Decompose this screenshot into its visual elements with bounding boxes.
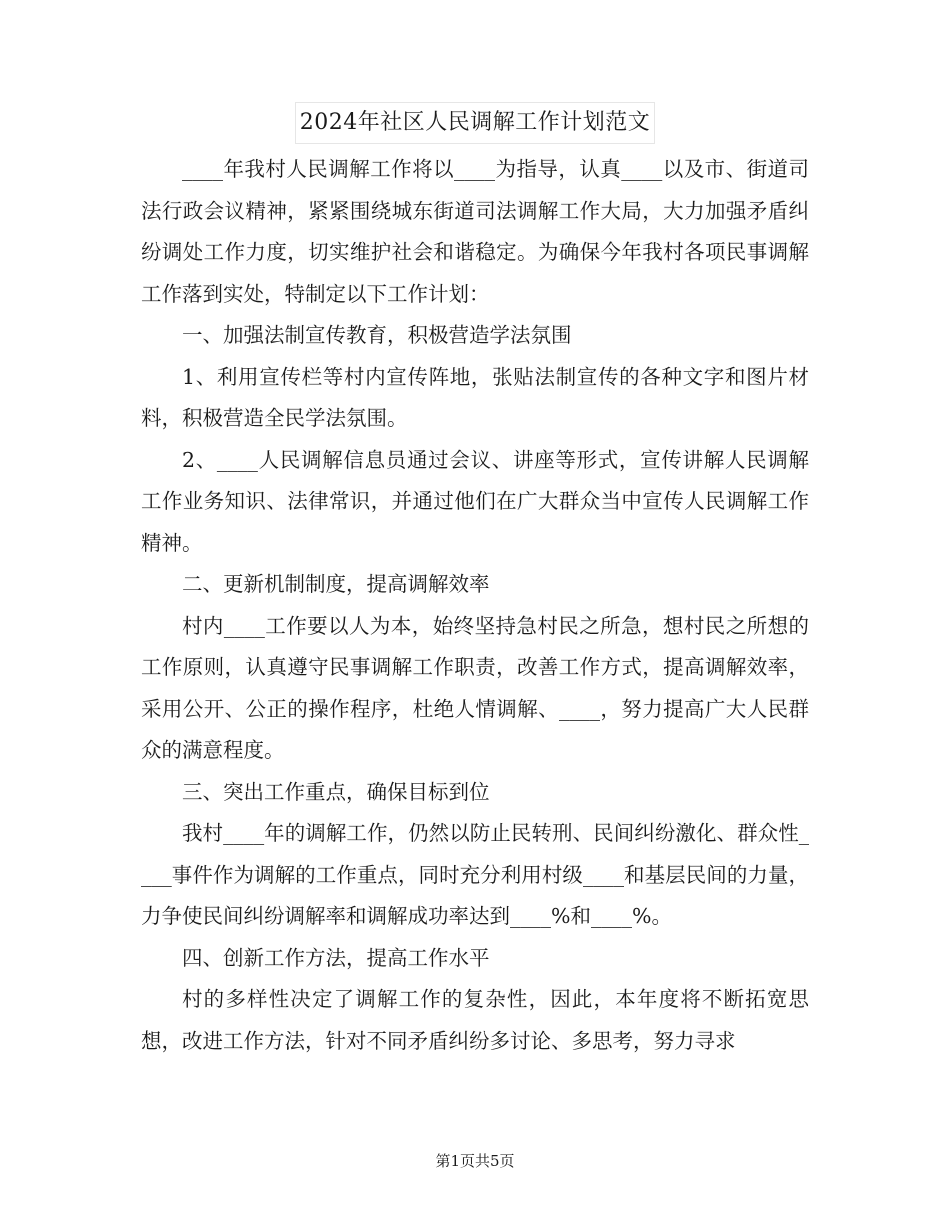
section-heading-3: 三、突出工作重点，确保目标到位 xyxy=(182,779,490,804)
paragraph-item-2: 2、____人民调解信息员通过会议、讲座等形式，宣传讲解人民调解工作业务知识、法律常识，并通过他们在广大群众当中宣传人民调解工作精神。 xyxy=(141,447,809,555)
section-heading-2: 二、更新机制制度，提高调解效率 xyxy=(182,572,490,596)
document-title-container xyxy=(0,102,950,144)
document-title: 2024年社区人民调解工作计划范文 xyxy=(295,102,656,144)
section-2-paragraph: 村内____工作要以人为本，始终坚持急村民之所急，想村民之所想的工作原则，认真遵守民事调解工作职责，改善工作方式，提高调解效率，采用公开、公正的操作程序，杜绝人情调解、____，努力提高广大人民群众的满意程度。 xyxy=(141,613,809,762)
section-3-paragraph: 我村____年的调解工作，仍然以防止民转刑、民间纠纷激化、群众性____事件作为调解的工作重点，同时充分利用村级____和基层民间的力量，力争使民间纠纷调解率和调解成功率达到____%和____%。 xyxy=(141,821,809,928)
document-body xyxy=(141,149,809,1062)
paragraph-item-1: 1、利用宣传栏等村内宣传阵地，张贴法制宣传的各种文字和图片材料，积极营造全民学法氛围。 xyxy=(141,364,809,430)
section-4-paragraph: 村的多样性决定了调解工作的复杂性，因此，本年度将不断拓宽思想，改进工作方法，针对不同矛盾纠纷多讨论、多思考，努力寻求 xyxy=(141,987,809,1053)
intro-paragraph: ____年我村人民调解工作将以____为指导，认真____以及市、街道司法行政会议精神，紧紧围绕城东街道司法调解工作大局，大力加强矛盾纠纷调处工作力度，切实维护社会和谐稳定。为确保今年我村各项民事调解工作落到实处，特制定以下工作计划： xyxy=(141,157,809,306)
page-number-footer: 第1页共5页 xyxy=(435,1152,515,1170)
section-heading-1: 一、加强法制宣传教育，积极营造学法氛围 xyxy=(182,323,572,347)
section-heading-4: 四、创新工作方法，提高工作水平 xyxy=(182,945,490,970)
